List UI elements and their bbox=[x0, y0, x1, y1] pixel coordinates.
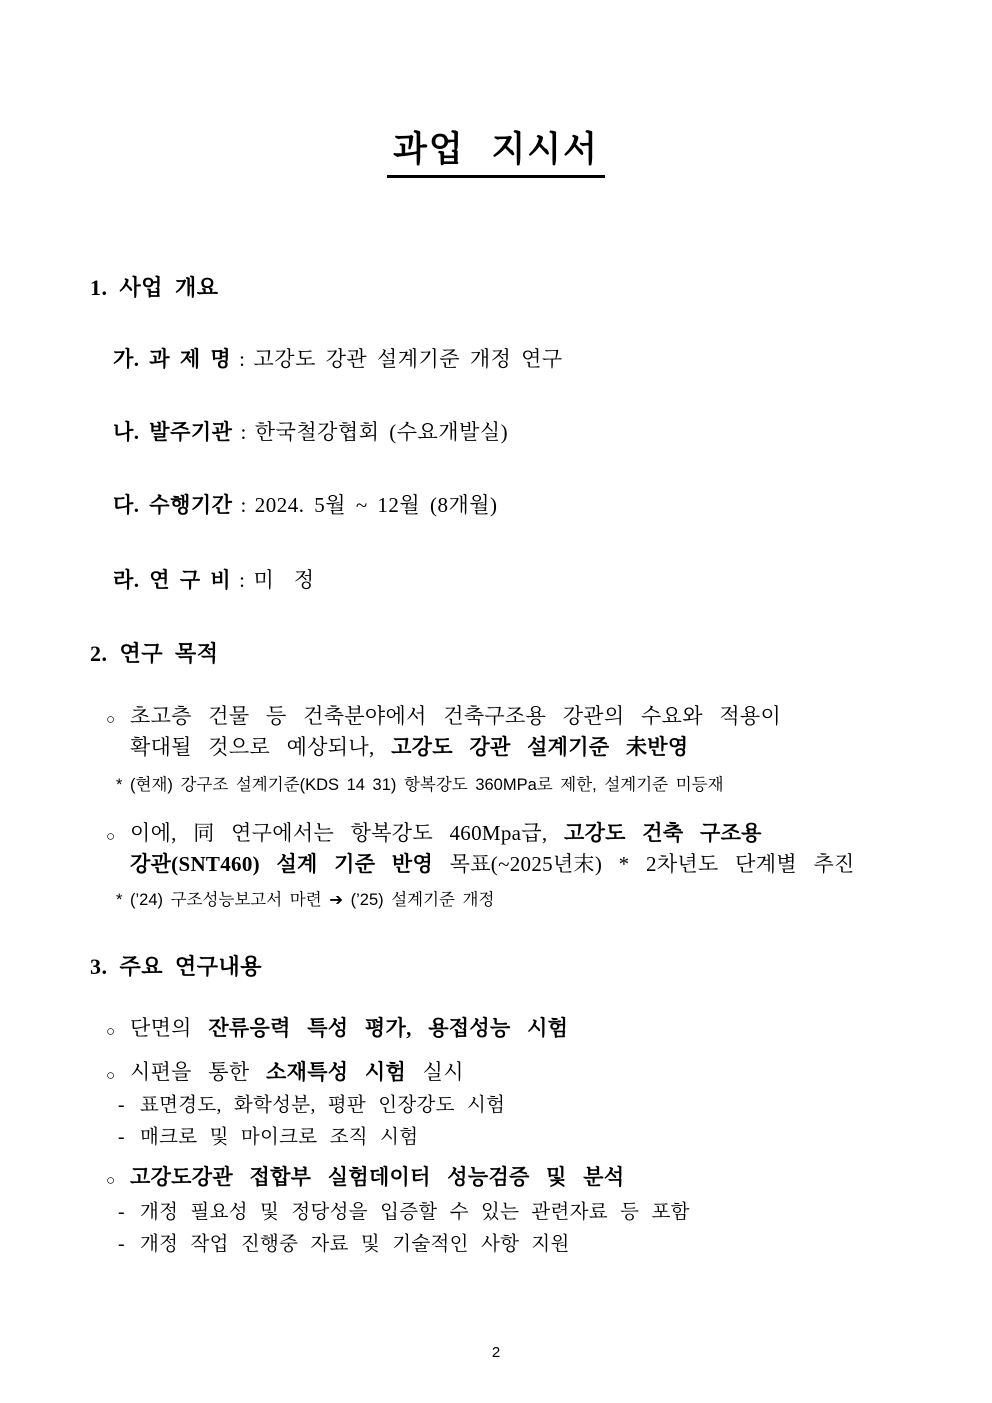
footnote-yearly-plan: * (’24) 구조성능보고서 마련 ➔ (’25) 설계기준 개정 bbox=[116, 891, 495, 909]
item-label: 다. 수행기간 bbox=[113, 493, 233, 517]
sub-item-text: 개정 필요성 및 정당성을 입증할 수 있는 관련자료 등 포함 bbox=[140, 1202, 690, 1223]
item-project-name bbox=[113, 343, 563, 373]
bullet-text-bold: 고강도 강관 설계기준 未반영 bbox=[391, 735, 689, 759]
bullet-text: 단면의 bbox=[130, 1016, 209, 1040]
dash-bullet-marker: - bbox=[118, 1095, 125, 1116]
title-row bbox=[0, 122, 992, 178]
bullet-material-property-test bbox=[106, 1057, 940, 1088]
item-research-budget bbox=[113, 564, 315, 594]
bullet-text: 확대될 것으로 예상되나, bbox=[130, 735, 392, 759]
item-value: 미 정 bbox=[253, 568, 315, 592]
sub-item-text: 매크로 및 마이크로 조직 시험 bbox=[140, 1127, 419, 1148]
bullet-text: 초고층 건물 등 건축분야에서 건축구조용 강관의 수요와 적용이 bbox=[130, 704, 782, 728]
sub-item-text: 표면경도, 화학성분, 평판 인장강도 시험 bbox=[140, 1095, 506, 1116]
item-ordering-agency bbox=[113, 416, 508, 446]
bullet-text: 실시 bbox=[406, 1060, 464, 1084]
sub-item-technical-support bbox=[118, 1228, 570, 1256]
bullet-text: 목표(~2025년末) * 2차년도 단계별 추진 bbox=[433, 852, 855, 876]
bullet-demand-expansion bbox=[106, 701, 940, 763]
circle-bullet-marker: ○ bbox=[106, 829, 116, 845]
bullet-line bbox=[130, 818, 940, 849]
page-number: 2 bbox=[491, 1344, 501, 1361]
bullet-line bbox=[130, 849, 940, 880]
item-colon: : bbox=[239, 347, 246, 371]
bullet-text-bold: 고강도 건축 구조용 bbox=[563, 821, 762, 845]
bullet-line bbox=[130, 1057, 940, 1088]
bullet-text-bold: 고강도강관 접합부 실험데이터 성능검증 및 분석 bbox=[130, 1165, 625, 1189]
bullet-design-standard-goal bbox=[106, 818, 940, 880]
dash-bullet-marker: - bbox=[118, 1202, 125, 1223]
bullet-line bbox=[130, 1162, 940, 1193]
bullet-text-bold: 잔류응력 특성 평가, 용접성능 시험 bbox=[208, 1016, 569, 1040]
item-performance-period bbox=[113, 489, 498, 519]
item-colon: : bbox=[240, 420, 247, 444]
item-colon: : bbox=[239, 568, 246, 592]
sub-item-macro-micro bbox=[118, 1121, 418, 1149]
item-label: 가. 과 제 명 bbox=[113, 347, 232, 371]
bullet-text: 이에, 同 연구에서는 항복강도 460Mpa급, bbox=[130, 821, 564, 845]
bullet-text-bold: 강관(SNT460) 설계 기준 반영 bbox=[130, 852, 434, 876]
dash-bullet-marker: - bbox=[118, 1234, 125, 1255]
sub-item-text: 개정 작업 진행중 자료 및 기술적인 사항 지원 bbox=[140, 1234, 570, 1255]
document-title: 과업 지시서 bbox=[387, 122, 605, 178]
item-value: 고강도 강관 설계기준 개정 연구 bbox=[253, 347, 563, 371]
item-label: 나. 발주기관 bbox=[113, 420, 233, 444]
bullet-line bbox=[130, 1013, 940, 1044]
section-1-heading: 1. 사업 개요 bbox=[90, 275, 219, 300]
footnote-current-standard: * (현재) 강구조 설계기준(KDS 14 31) 항복강도 360MPa로 제한, 설계기준 미등재 bbox=[116, 776, 724, 794]
dash-bullet-marker: - bbox=[118, 1127, 125, 1148]
bullet-line bbox=[130, 701, 940, 732]
item-value: 한국철강협회 (수요개발실) bbox=[254, 420, 509, 444]
bullet-joint-data-verification bbox=[106, 1162, 940, 1193]
item-colon: : bbox=[240, 493, 247, 517]
sub-item-surface-hardness bbox=[118, 1089, 505, 1117]
bullet-residual-stress-test bbox=[106, 1013, 940, 1044]
section-2-heading: 2. 연구 목적 bbox=[90, 641, 219, 666]
circle-bullet-marker: ○ bbox=[106, 1068, 116, 1084]
section-3-heading: 3. 주요 연구내용 bbox=[90, 954, 263, 979]
bullet-line bbox=[130, 732, 940, 763]
bullet-text-bold: 소재특성 시험 bbox=[266, 1060, 407, 1084]
circle-bullet-marker: ○ bbox=[106, 712, 116, 728]
circle-bullet-marker: ○ bbox=[106, 1173, 116, 1189]
item-label: 라. 연 구 비 bbox=[113, 568, 232, 592]
item-value: 2024. 5월 ~ 12월 (8개월) bbox=[254, 493, 498, 517]
bullet-text: 시편을 통한 bbox=[130, 1060, 267, 1084]
circle-bullet-marker: ○ bbox=[106, 1024, 116, 1040]
sub-item-related-materials bbox=[118, 1196, 690, 1224]
